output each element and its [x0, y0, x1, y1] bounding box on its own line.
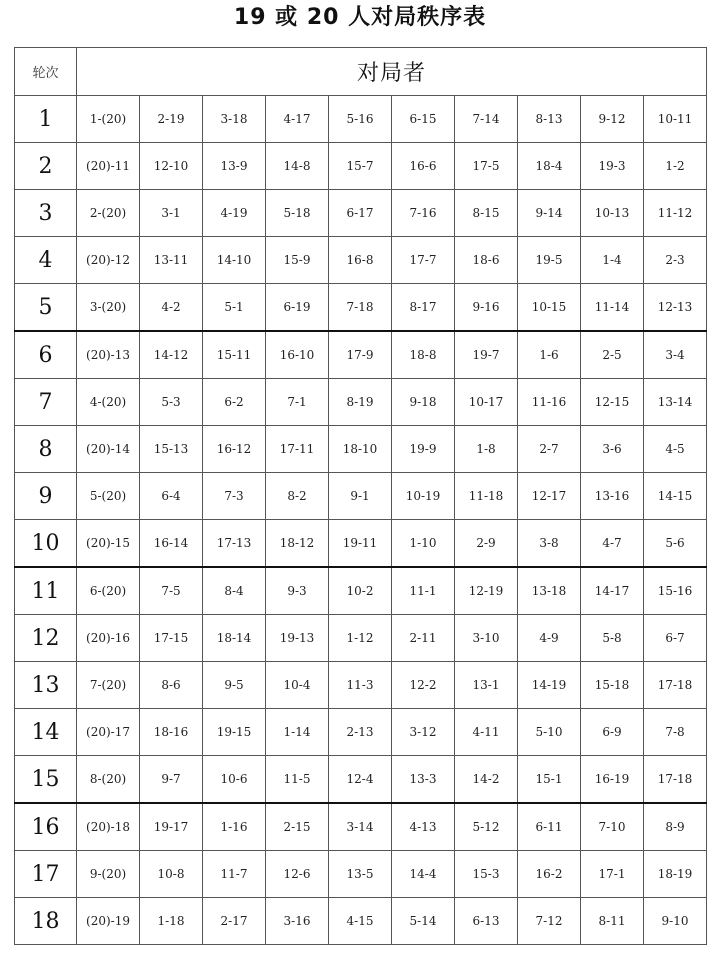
pairing-table-body — [15, 48, 707, 945]
pairing-cell: 6-7 — [644, 615, 707, 662]
pairing-cell: 9-3 — [266, 567, 329, 615]
pairing-cell: 1-18 — [140, 898, 203, 945]
pairing-cell: 2-13 — [329, 709, 392, 756]
round-number: 18 — [15, 898, 77, 945]
pairing-cell: 8-4 — [203, 567, 266, 615]
pairing-cell: 3-10 — [455, 615, 518, 662]
pairing-cell: 8-17 — [392, 284, 455, 332]
pairing-cell: 15-9 — [266, 237, 329, 284]
pairing-table-container — [14, 47, 706, 945]
round-number: 16 — [15, 803, 77, 851]
pairing-cell: 11-1 — [392, 567, 455, 615]
table-row — [15, 237, 707, 284]
pairing-cell: 1-16 — [203, 803, 266, 851]
pairing-cell: 16-6 — [392, 143, 455, 190]
pairing-cell: 13-5 — [329, 851, 392, 898]
pairing-cell: 4-13 — [392, 803, 455, 851]
round-number: 15 — [15, 756, 77, 804]
pairing-cell: 9-12 — [581, 96, 644, 143]
pairing-cell: 16-10 — [266, 331, 329, 379]
pairing-cell: 17-18 — [644, 756, 707, 804]
pairing-cell: 16-19 — [581, 756, 644, 804]
pairing-cell: 2-17 — [203, 898, 266, 945]
pairing-cell: 17-13 — [203, 520, 266, 568]
pairing-cell: 19-11 — [329, 520, 392, 568]
round-number: 10 — [15, 520, 77, 568]
pairing-cell: 4-19 — [203, 190, 266, 237]
pairing-cell: 8-6 — [140, 662, 203, 709]
pairing-cell: 2-(20) — [77, 190, 140, 237]
pairing-cell: 1-6 — [518, 331, 581, 379]
pairing-cell: (20)-16 — [77, 615, 140, 662]
table-row — [15, 379, 707, 426]
pairing-cell: 13-11 — [140, 237, 203, 284]
pairing-cell: 12-19 — [455, 567, 518, 615]
pairing-cell: 12-15 — [581, 379, 644, 426]
pairing-cell: 13-9 — [203, 143, 266, 190]
pairing-cell: 15-18 — [581, 662, 644, 709]
pairing-cell: 8-2 — [266, 473, 329, 520]
players-column-header: 对局者 — [77, 48, 707, 96]
table-row — [15, 190, 707, 237]
table-row — [15, 803, 707, 851]
pairing-cell: 19-15 — [203, 709, 266, 756]
pairing-cell: 5-3 — [140, 379, 203, 426]
pairing-cell: 7-18 — [329, 284, 392, 332]
round-number: 6 — [15, 331, 77, 379]
table-header-row — [15, 48, 707, 96]
pairing-cell: 3-16 — [266, 898, 329, 945]
pairing-cell: 19-7 — [455, 331, 518, 379]
pairing-cell: 17-5 — [455, 143, 518, 190]
pairing-cell: 18-8 — [392, 331, 455, 379]
pairing-cell: 14-17 — [581, 567, 644, 615]
pairing-cell: 8-11 — [581, 898, 644, 945]
pairing-cell: 16-14 — [140, 520, 203, 568]
pairing-cell: 14-19 — [518, 662, 581, 709]
table-row — [15, 898, 707, 945]
pairing-cell: 6-17 — [329, 190, 392, 237]
round-number: 4 — [15, 237, 77, 284]
pairing-cell: 2-3 — [644, 237, 707, 284]
pairing-cell: 13-18 — [518, 567, 581, 615]
pairing-cell: 14-12 — [140, 331, 203, 379]
pairing-cell: (20)-14 — [77, 426, 140, 473]
pairing-cell: 1-8 — [455, 426, 518, 473]
round-number: 11 — [15, 567, 77, 615]
pairing-cell: 10-6 — [203, 756, 266, 804]
pairing-cell: 12-10 — [140, 143, 203, 190]
pairing-cell: 15-11 — [203, 331, 266, 379]
pairing-cell: (20)-19 — [77, 898, 140, 945]
pairing-cell: 15-1 — [518, 756, 581, 804]
pairing-cell: 5-1 — [203, 284, 266, 332]
pairing-cell: 7-16 — [392, 190, 455, 237]
pairing-cell: 5-14 — [392, 898, 455, 945]
table-row — [15, 284, 707, 332]
pairing-cell: 10-13 — [581, 190, 644, 237]
pairing-cell: 10-8 — [140, 851, 203, 898]
pairing-cell: 11-14 — [581, 284, 644, 332]
pairing-cell: 5-6 — [644, 520, 707, 568]
round-number: 1 — [15, 96, 77, 143]
pairing-cell: 16-12 — [203, 426, 266, 473]
table-row — [15, 96, 707, 143]
pairing-cell: 12-4 — [329, 756, 392, 804]
table-row — [15, 756, 707, 804]
pairing-cell: 2-15 — [266, 803, 329, 851]
pairing-cell: 8-19 — [329, 379, 392, 426]
pairing-cell: 17-1 — [581, 851, 644, 898]
pairing-cell: 12-2 — [392, 662, 455, 709]
pairing-cell: 16-8 — [329, 237, 392, 284]
pairing-cell: 1-14 — [266, 709, 329, 756]
pairing-cell: 6-2 — [203, 379, 266, 426]
pairing-cell: 7-3 — [203, 473, 266, 520]
pairing-cell: 3-4 — [644, 331, 707, 379]
pairing-cell: 19-3 — [581, 143, 644, 190]
pairing-cell: 19-9 — [392, 426, 455, 473]
pairing-cell: 3-14 — [329, 803, 392, 851]
pairing-cell: 4-9 — [518, 615, 581, 662]
round-number: 17 — [15, 851, 77, 898]
table-row — [15, 143, 707, 190]
round-number: 8 — [15, 426, 77, 473]
round-number: 9 — [15, 473, 77, 520]
pairing-cell: 6-(20) — [77, 567, 140, 615]
table-row — [15, 331, 707, 379]
pairing-cell: 8-15 — [455, 190, 518, 237]
pairing-cell: (20)-18 — [77, 803, 140, 851]
pairing-cell: 4-2 — [140, 284, 203, 332]
pairing-cell: 4-11 — [455, 709, 518, 756]
pairing-cell: 7-8 — [644, 709, 707, 756]
pairing-cell: 10-15 — [518, 284, 581, 332]
pairing-cell: (20)-15 — [77, 520, 140, 568]
pairing-cell: 3-8 — [518, 520, 581, 568]
pairing-cell: 6-4 — [140, 473, 203, 520]
round-number: 3 — [15, 190, 77, 237]
pairing-cell: 6-9 — [581, 709, 644, 756]
pairing-cell: 19-13 — [266, 615, 329, 662]
round-number: 13 — [15, 662, 77, 709]
pairing-cell: 15-16 — [644, 567, 707, 615]
pairing-cell: 7-1 — [266, 379, 329, 426]
table-row — [15, 426, 707, 473]
pairing-cell: 5-18 — [266, 190, 329, 237]
pairing-cell: 1-2 — [644, 143, 707, 190]
pairing-cell: 7-5 — [140, 567, 203, 615]
pairing-cell: 6-13 — [455, 898, 518, 945]
pairing-cell: 9-18 — [392, 379, 455, 426]
pairing-cell: 14-8 — [266, 143, 329, 190]
pairing-cell: 2-11 — [392, 615, 455, 662]
pairing-cell: 5-(20) — [77, 473, 140, 520]
pairing-cell: 5-10 — [518, 709, 581, 756]
pairing-cell: 7-14 — [455, 96, 518, 143]
pairing-cell: 9-(20) — [77, 851, 140, 898]
pairing-cell: 5-12 — [455, 803, 518, 851]
pairing-cell: 6-19 — [266, 284, 329, 332]
pairing-cell: 19-5 — [518, 237, 581, 284]
pairing-cell: 3-(20) — [77, 284, 140, 332]
pairing-cell: 18-19 — [644, 851, 707, 898]
pairing-cell: 1-4 — [581, 237, 644, 284]
pairing-cell: 11-16 — [518, 379, 581, 426]
pairing-cell: 6-11 — [518, 803, 581, 851]
pairing-cell: 2-9 — [455, 520, 518, 568]
pairing-cell: 4-15 — [329, 898, 392, 945]
pairing-cell: 15-13 — [140, 426, 203, 473]
table-row — [15, 662, 707, 709]
pairing-cell: 15-3 — [455, 851, 518, 898]
round-number: 7 — [15, 379, 77, 426]
table-row — [15, 473, 707, 520]
pairing-cell: 4-5 — [644, 426, 707, 473]
pairing-cell: 18-14 — [203, 615, 266, 662]
pairing-cell: 12-6 — [266, 851, 329, 898]
page-title: 19 或 20 人对局秩序表 — [233, 5, 487, 30]
pairing-cell: 9-16 — [455, 284, 518, 332]
pairing-cell: 3-12 — [392, 709, 455, 756]
pairing-cell: (20)-17 — [77, 709, 140, 756]
pairing-cell: 15-7 — [329, 143, 392, 190]
pairing-cell: 7-10 — [581, 803, 644, 851]
pairing-cell: (20)-12 — [77, 237, 140, 284]
pairing-cell: 13-14 — [644, 379, 707, 426]
pairing-cell: 14-10 — [203, 237, 266, 284]
round-number: 5 — [15, 284, 77, 332]
pairing-cell: 10-17 — [455, 379, 518, 426]
pairing-cell: 13-16 — [581, 473, 644, 520]
pairing-cell: 9-5 — [203, 662, 266, 709]
pairing-cell: 1-(20) — [77, 96, 140, 143]
pairing-cell: 13-3 — [392, 756, 455, 804]
pairing-cell: 8-13 — [518, 96, 581, 143]
pairing-cell: 5-8 — [581, 615, 644, 662]
pairing-cell: 6-15 — [392, 96, 455, 143]
table-row — [15, 851, 707, 898]
pairing-cell: 18-4 — [518, 143, 581, 190]
pairing-cell: 7-12 — [518, 898, 581, 945]
pairing-cell: (20)-13 — [77, 331, 140, 379]
pairing-table — [14, 47, 707, 945]
pairing-cell: 9-10 — [644, 898, 707, 945]
round-number: 12 — [15, 615, 77, 662]
table-row — [15, 709, 707, 756]
pairing-cell: 5-16 — [329, 96, 392, 143]
pairing-cell: 7-(20) — [77, 662, 140, 709]
pairing-cell: 17-15 — [140, 615, 203, 662]
pairing-cell: 17-18 — [644, 662, 707, 709]
pairing-cell: 18-10 — [329, 426, 392, 473]
pairing-cell: 8-9 — [644, 803, 707, 851]
round-column-header: 轮次 — [15, 48, 77, 96]
pairing-cell: (20)-11 — [77, 143, 140, 190]
pairing-cell: 10-4 — [266, 662, 329, 709]
pairing-cell: 10-2 — [329, 567, 392, 615]
pairing-cell: 14-15 — [644, 473, 707, 520]
pairing-cell: 17-11 — [266, 426, 329, 473]
pairing-cell: 18-16 — [140, 709, 203, 756]
pairing-cell: 4-(20) — [77, 379, 140, 426]
pairing-cell: 3-18 — [203, 96, 266, 143]
pairing-cell: 1-10 — [392, 520, 455, 568]
round-number: 14 — [15, 709, 77, 756]
table-row — [15, 615, 707, 662]
pairing-cell: 9-14 — [518, 190, 581, 237]
pairing-cell: 14-2 — [455, 756, 518, 804]
pairing-cell: 9-7 — [140, 756, 203, 804]
table-row — [15, 567, 707, 615]
pairing-cell: 2-19 — [140, 96, 203, 143]
pairing-cell: 16-2 — [518, 851, 581, 898]
pairing-cell: 11-7 — [203, 851, 266, 898]
pairing-cell: 9-1 — [329, 473, 392, 520]
pairing-cell: 3-1 — [140, 190, 203, 237]
pairing-cell: 17-9 — [329, 331, 392, 379]
pairing-cell: 19-17 — [140, 803, 203, 851]
pairing-cell: 11-5 — [266, 756, 329, 804]
pairing-cell: 1-12 — [329, 615, 392, 662]
pairing-cell: 2-7 — [518, 426, 581, 473]
pairing-cell: 12-17 — [518, 473, 581, 520]
pairing-cell: 12-13 — [644, 284, 707, 332]
pairing-cell: 18-6 — [455, 237, 518, 284]
pairing-cell: 13-1 — [455, 662, 518, 709]
pairing-cell: 11-3 — [329, 662, 392, 709]
pairing-cell: 10-11 — [644, 96, 707, 143]
pairing-cell: 10-19 — [392, 473, 455, 520]
pairing-cell: 3-6 — [581, 426, 644, 473]
pairing-cell: 4-7 — [581, 520, 644, 568]
pairing-cell: 17-7 — [392, 237, 455, 284]
pairing-cell: 11-12 — [644, 190, 707, 237]
pairing-cell: 2-5 — [581, 331, 644, 379]
pairing-cell: 11-18 — [455, 473, 518, 520]
pairing-cell: 18-12 — [266, 520, 329, 568]
pairing-cell: 8-(20) — [77, 756, 140, 804]
table-row — [15, 520, 707, 568]
round-number: 2 — [15, 143, 77, 190]
pairing-cell: 14-4 — [392, 851, 455, 898]
pairing-cell: 4-17 — [266, 96, 329, 143]
